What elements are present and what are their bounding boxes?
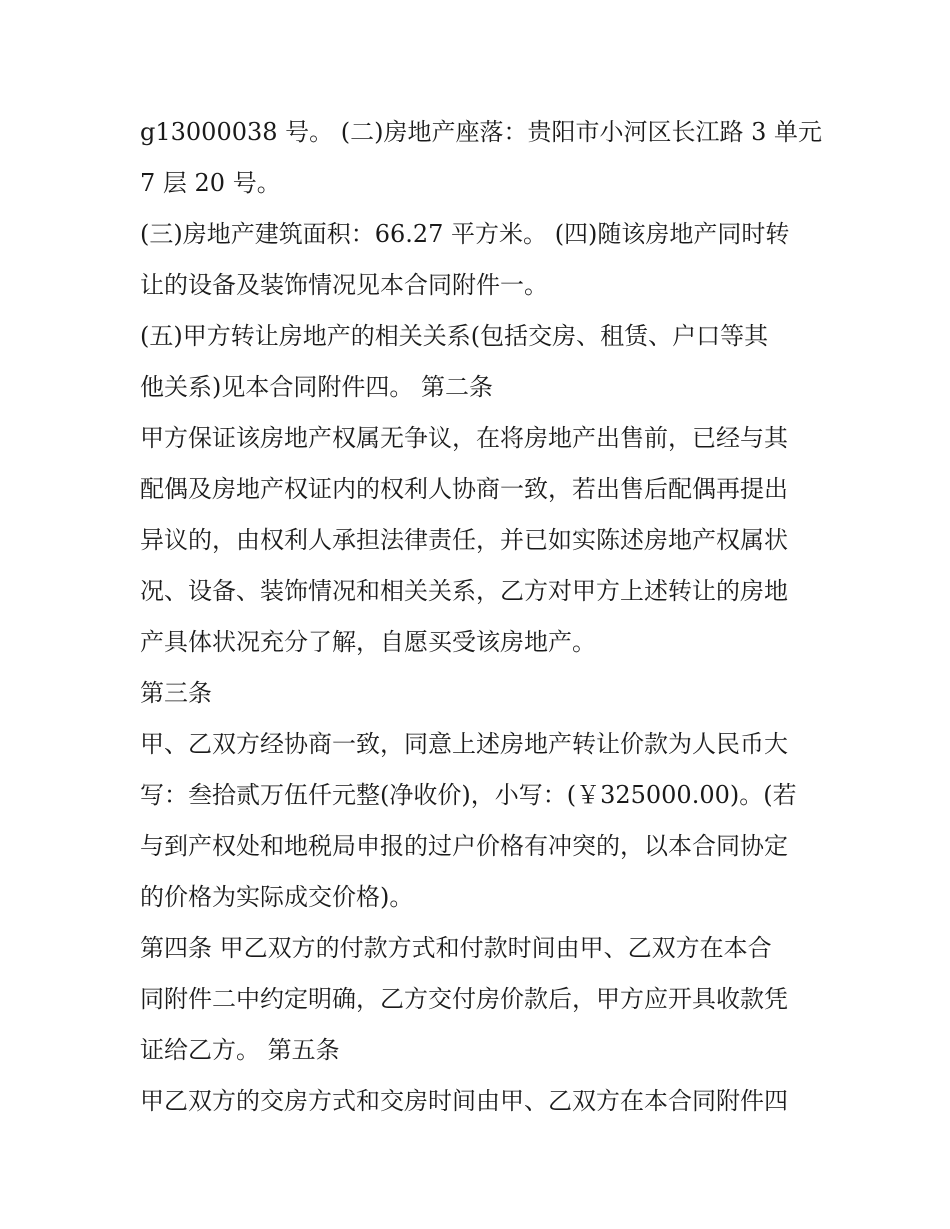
text-line: 7 层 20 号。 bbox=[140, 169, 281, 197]
text-line: 他关系)见本合同附件四。 第二条 bbox=[140, 373, 493, 401]
text-line: 第四条 甲乙双方的付款方式和付款时间由甲、乙双方在本合 bbox=[140, 934, 772, 962]
text-line: 让的设备及装饰情况见本合同附件一。 bbox=[140, 271, 548, 299]
text-line: 甲乙双方的交房方式和交房时间由甲、乙双方在本合同附件四 bbox=[140, 1087, 788, 1115]
text-line: 异议的，由权利人承担法律责任，并已如实陈述房地产权属状 bbox=[140, 526, 788, 554]
text-line: 写：叁拾贰万伍仟元整(净收价)，小写：(￥325000.00)。(若 bbox=[140, 781, 797, 809]
text-line: 同附件二中约定明确，乙方交付房价款后，甲方应开具收款凭 bbox=[140, 985, 788, 1013]
contract-text bbox=[140, 107, 823, 1127]
text-line: 证给乙方。 第五条 bbox=[140, 1036, 340, 1064]
text-line: 甲、乙双方经协商一致，同意上述房地产转让价款为人民币大 bbox=[140, 730, 788, 758]
text-line: 与到产权处和地税局申报的过户价格有冲突的，以本合同协定 bbox=[140, 832, 788, 860]
text-line: 甲方保证该房地产权属无争议，在将房地产出售前，已经与其 bbox=[140, 424, 788, 452]
text-line: 配偶及房地产权证内的权利人协商一致，若出售后配偶再提出 bbox=[140, 475, 788, 503]
section-heading: 第三条 bbox=[140, 679, 212, 707]
text-line: g13000038 号。 (二)房地产座落：贵阳市小河区长江路 3 单元 bbox=[140, 118, 823, 146]
text-line: 的价格为实际成交价格)。 bbox=[140, 883, 414, 911]
text-line: (五)甲方转让房地产的相关关系(包括交房、租赁、户口等其 bbox=[140, 322, 769, 350]
text-line: 产具体状况充分了解，自愿买受该房地产。 bbox=[140, 628, 596, 656]
text-line: 况、设备、装饰情况和相关关系，乙方对甲方上述转让的房地 bbox=[140, 577, 788, 605]
text-line: (三)房地产建筑面积：66.27 平方米。 (四)随该房地产同时转 bbox=[140, 220, 790, 248]
